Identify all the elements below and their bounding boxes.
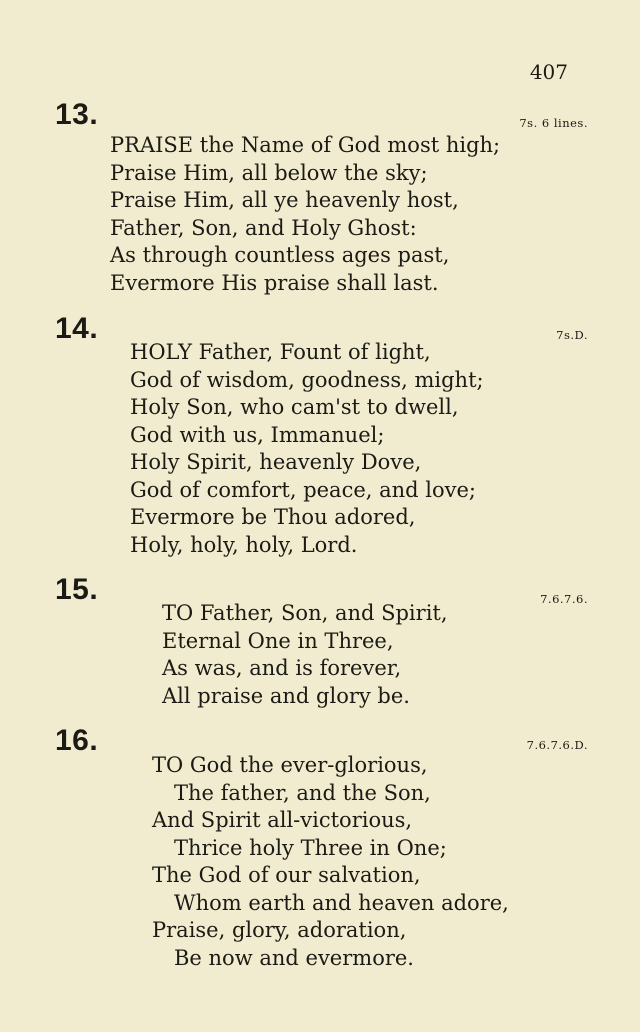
verse-line: All praise and glory be. (162, 683, 410, 708)
verse-line: Holy, holy, holy, Lord. (130, 532, 358, 557)
hymn-16-meter: 7.6.7.6.D. (526, 738, 588, 752)
verse-line: Be now and evermore. (174, 945, 414, 970)
verse-line: PRAISE the Name of God most high; (110, 133, 501, 157)
hymn-16-number: 16. (55, 724, 99, 757)
verse-line: Evermore be Thou adored, (130, 505, 416, 529)
verse-line: As through countless ages past, (110, 243, 450, 267)
verse-line: Holy Spirit, heavenly Dove, (130, 450, 422, 474)
verse-line: Praise Him, all below the sky; (110, 160, 428, 185)
hymn-15-number: 15. (55, 573, 99, 606)
hymn-14-verse (130, 339, 484, 559)
verse-line: Eternal One in Three, (162, 628, 394, 653)
verse-line: The father, and the Son, (174, 780, 431, 805)
verse-line: God of comfort, peace, and love; (130, 477, 477, 502)
page-number: 407 (529, 60, 568, 84)
verse-line: TO Father, Son, and Spirit, (162, 601, 448, 625)
verse-line: Thrice holy Three in One; (174, 835, 447, 860)
verse-line: God of wisdom, goodness, might; (130, 367, 484, 392)
verse-line: And Spirit all-victorious, (152, 808, 413, 832)
verse-line: HOLY Father, Fount of light, (130, 340, 431, 364)
hymn-13-meter: 7s. 6 lines. (519, 116, 588, 130)
verse-line: Whom earth and heaven adore, (174, 890, 509, 915)
hymn-14-meter: 7s.D. (556, 328, 588, 342)
verse-line: Praise, glory, adoration, (152, 918, 407, 942)
hymn-13-number: 13. (55, 98, 99, 131)
verse-line: As was, and is forever, (162, 656, 402, 680)
hymn-16-verse (152, 752, 509, 972)
verse-line: God with us, Immanuel; (130, 422, 385, 447)
hymn-14-number: 14. (55, 312, 99, 345)
hymn-15-verse (162, 600, 448, 710)
hymn-15-meter: 7.6.7.6. (540, 592, 588, 606)
verse-line: TO God the ever-glorious, (152, 753, 428, 777)
verse-line: Praise Him, all ye heavenly host, (110, 188, 459, 212)
verse-line: The God of our salvation, (152, 863, 421, 887)
verse-line: Holy Son, who cam'st to dwell, (130, 395, 459, 419)
verse-line: Father, Son, and Holy Ghost: (110, 215, 417, 240)
verse-line: Evermore His praise shall last. (110, 270, 439, 295)
hymn-13-verse (110, 132, 500, 297)
